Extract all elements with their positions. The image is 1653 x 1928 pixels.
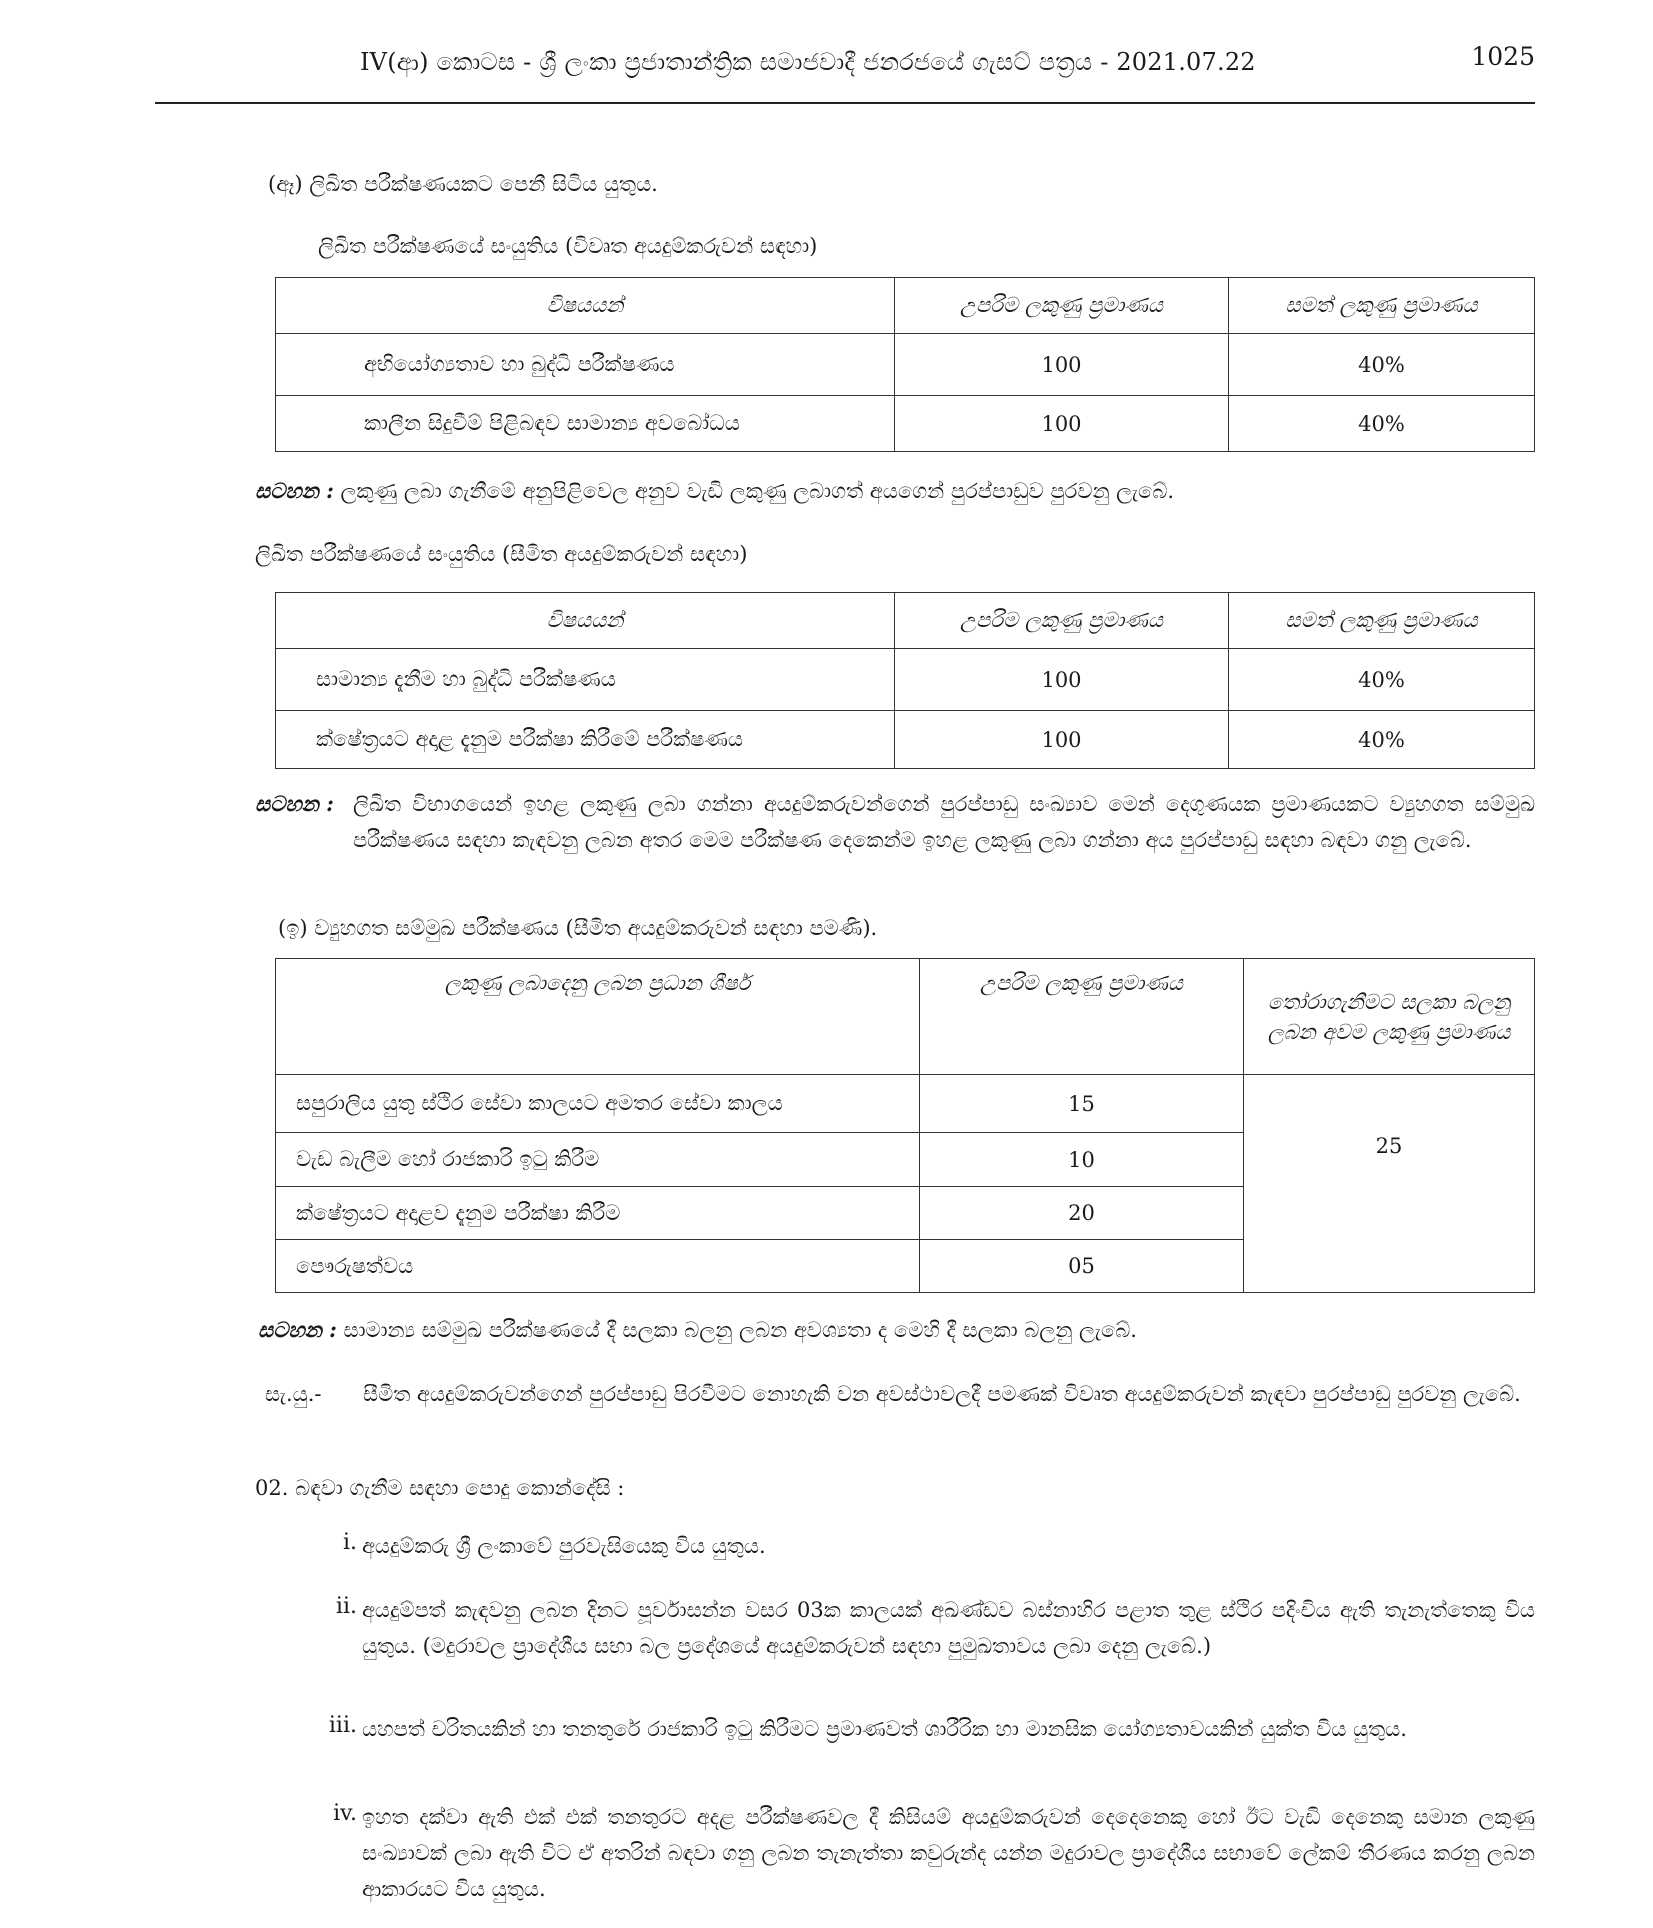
subject-cell: සාමාන්‍ය දැනීම හා බුද්ධි පරීක්ෂණය	[276, 649, 895, 711]
note-text: සාමාන්‍ය සම්මුඛ පරීක්ෂණයේ දී සලකා බලනු ලබන අවශ්‍යතා ද මෙහි දී සලකා බලනු ලැබේ.	[343, 1318, 1137, 1342]
subject-cell: කාලීන සිදුවීම් පිළිබඳව සාමාන්‍ය අවබෝධය	[276, 396, 895, 452]
note-3	[258, 1312, 1137, 1348]
section-02-heading: 02. බඳවා ගැනීම සඳහා පොදු කොන්දේසි :	[255, 1476, 625, 1500]
table-header-cell: උපරිම ලකුණු ප්‍රමාණය	[920, 959, 1244, 1075]
open-applicants-title: ලිඛිත පරීක්ෂණයේ සංයුතිය (විවෘත අයදුම්කරුවන් සඳහා)	[318, 234, 818, 258]
table-header-cell: උපරිම ලකුණු ප්‍රමාණය	[895, 593, 1229, 649]
table-header-cell: සමත් ලකුණු ප්‍රමාණය	[1229, 593, 1535, 649]
list-number: iii.	[328, 1713, 357, 1738]
max-marks-cell: 15	[920, 1075, 1244, 1133]
table-header-row	[276, 593, 1535, 649]
note-label: සටහන :	[258, 1317, 337, 1342]
table-row	[276, 396, 1535, 452]
table-header-cell: තෝරාගැනීමට සලකා බලනු ලබන අවම ලකුණු ප්‍රමාණය	[1244, 959, 1535, 1075]
table-row	[276, 334, 1535, 396]
table-header-cell: විෂයයන්	[276, 278, 895, 334]
max-marks-cell: 100	[895, 649, 1229, 711]
note-label: සටහන :	[255, 791, 334, 816]
pass-marks-cell: 40%	[1229, 396, 1535, 452]
note-1	[255, 473, 1174, 509]
note-label: සටහන :	[255, 478, 334, 503]
section-a-heading: (ඈ) ලිඛිත පරීක්ෂණයකට පෙනී සිටිය යුතුය.	[268, 172, 658, 196]
list-item: අයදුම්පත් කැඳවනු ලබන දිනට පූර්වාසන්න වසර 03ක කාලයක් අඛණ්ඩව බස්නාහිර පළාත තුළ ස්ථිර පදිංචිය ඇති තැනැත්තෙකු විය යුතුය. (මදුරාවල ප්‍රාදේශීය සභා බල ප්‍රදේශයේ අයදුම්කරුවන් සඳහා පුමුඛතාවය ලබා දෙනු ලැබේ.)	[362, 1598, 1535, 1658]
table-header-cell: උපරිම ලකුණු ප්‍රමාණය	[895, 278, 1229, 334]
table-header-row	[276, 959, 1535, 1075]
page-number: 1025	[1471, 42, 1535, 71]
nb-note	[265, 1376, 1535, 1412]
criteria-cell: පෞරුෂත්වය	[276, 1240, 920, 1293]
table-row	[276, 649, 1535, 711]
max-marks-cell: 05	[920, 1240, 1244, 1293]
min-marks-cell	[1244, 1075, 1535, 1293]
criteria-cell: සපුරාලිය යුතු ස්ථිර සේවා කාලයට අමතර සේවා කාලය	[276, 1075, 920, 1133]
max-marks-cell: 10	[920, 1133, 1244, 1187]
written-exam-open-table	[275, 277, 1535, 452]
subject-cell: ක්ෂේත්‍රයට අදාළ දැනුම පරීක්ෂා කිරීමේ පරීක්ෂණය	[276, 711, 895, 769]
section-b-heading: (ඉ) ව්‍යුහගත සම්මුඛ පරීක්ෂණය (සීමිත අයදුම්කරුවන් සඳහා පමණි).	[278, 916, 878, 940]
nb-text: සීමිත අයදුම්කරුවන්ගෙන් පුරප්පාඩු පිරවීමට නොහැකි වන අවස්ථාවලදී පමණක් විවෘත අයදුම්කරුවන් කැඳවා පුරප්පාඩු පුරවනු ලැබේ.	[363, 1382, 1521, 1406]
list-number: ii.	[335, 1594, 357, 1619]
criteria-cell: ක්ෂේත්‍රයට අදාළව දැනුම පරීක්ෂා කිරීම	[276, 1187, 920, 1240]
table-header-cell: විෂයයන්	[276, 593, 895, 649]
header-title: IV(ආ) කොටස - ශ්‍රී ලංකා ප්‍රජාතාන්ත්‍රික සමාජවාදී ජනරජයේ ගැසට් පත්‍රය - 2021.07.22	[360, 48, 1256, 76]
table-header-row	[276, 278, 1535, 334]
pass-marks-cell: 40%	[1229, 334, 1535, 396]
subject-cell: අභියෝග්‍යතාව හා බුද්ධි පරීක්ෂණය	[276, 334, 895, 396]
table-row	[276, 711, 1535, 769]
table-header-cell: ලකුණු ලබාදෙනු ලබන ප්‍රධාන ශීර්ෂ	[276, 959, 920, 1075]
max-marks-cell: 100	[895, 711, 1229, 769]
written-exam-limited-table	[275, 592, 1535, 769]
max-marks-cell: 100	[895, 334, 1229, 396]
criteria-cell: වැඩ බැලීම හෝ රාජකාරි ඉටු කිරීම	[276, 1133, 920, 1187]
max-marks-cell: 20	[920, 1187, 1244, 1240]
gazette-header	[155, 40, 1535, 104]
note-text: ලකුණු ලබා ගැනීමේ අනුපිළිවෙල අනුව වැඩි ලකුණු ලබාගත් අයගෙන් පුරප්පාඩුව පුරවනු ලැබේ.	[340, 479, 1175, 503]
list-item: අයදුම්කරු ශ්‍රී ලංකාවේ පුරවැසියෙකු විය යුතුය.	[362, 1534, 766, 1558]
interview-table	[275, 958, 1535, 1293]
pass-marks-cell: 40%	[1229, 711, 1535, 769]
min-marks-value: 25	[1375, 1133, 1403, 1158]
limited-applicants-title: ලිඛිත පරීක්ෂණයේ සංයුතිය (සීමිත අයදුම්කරුවන් සඳහා)	[255, 542, 748, 566]
nb-label: සැ.යු.-	[265, 1382, 322, 1406]
note-text: ලිඛිත විභාගයෙන් ඉහළ ලකුණු ලබා ගන්නා අයදුම්කරුවන්ගෙන් පුරප්පාඩු සංඛ්‍යාව මෙන් දෙගුණයක ප්‍රමාණයකට ව්‍යුහගත සම්මුඛ පරීක්ෂණය සඳහා කැඳවනු ලබන අතර මෙම පරීක්ෂණ දෙකෙන්ම ඉහළ ලකුණු ලබා ගන්නා අය පුරප්පාඩු සඳහා බඳවා ගනු ලැබේ.	[353, 792, 1535, 852]
list-item: යහපත් චරිතයකින් හා තනතුරේ රාජකාරි ඉටු කිරීමට ප්‍රමාණවත් ශාරීරික හා මානසික යෝග්‍යතාවයකින් යුක්ත විය යුතුය.	[362, 1717, 1407, 1741]
list-item: ඉහත දක්වා ඇති එක් එක් තනතුරට අදළ පරීක්ෂණවල දී කිසියම් අයදුම්කරුවන් දෙදෙනෙකු හෝ ඊට වැඩි දෙනෙකු සමාන ලකුණු සංඛ්‍යාවක් ලබා ඇති විට ඒ අතරින් බඳවා ගනු ලබන තැනැත්තා කවුරුන්ද යන්න මදුරාවල ප්‍රාදේශීය සභාවේ ලේකම් තීරණය කරනු ලබන ආකාරයට විය යුතුය.	[362, 1805, 1535, 1901]
table-row	[276, 1075, 1535, 1133]
max-marks-cell: 100	[895, 396, 1229, 452]
list-number: iv.	[333, 1801, 357, 1826]
note-2	[255, 786, 1535, 858]
table-header-cell: සමත් ලකුණු ප්‍රමාණය	[1229, 278, 1535, 334]
pass-marks-cell: 40%	[1229, 649, 1535, 711]
list-number: i.	[342, 1530, 357, 1555]
